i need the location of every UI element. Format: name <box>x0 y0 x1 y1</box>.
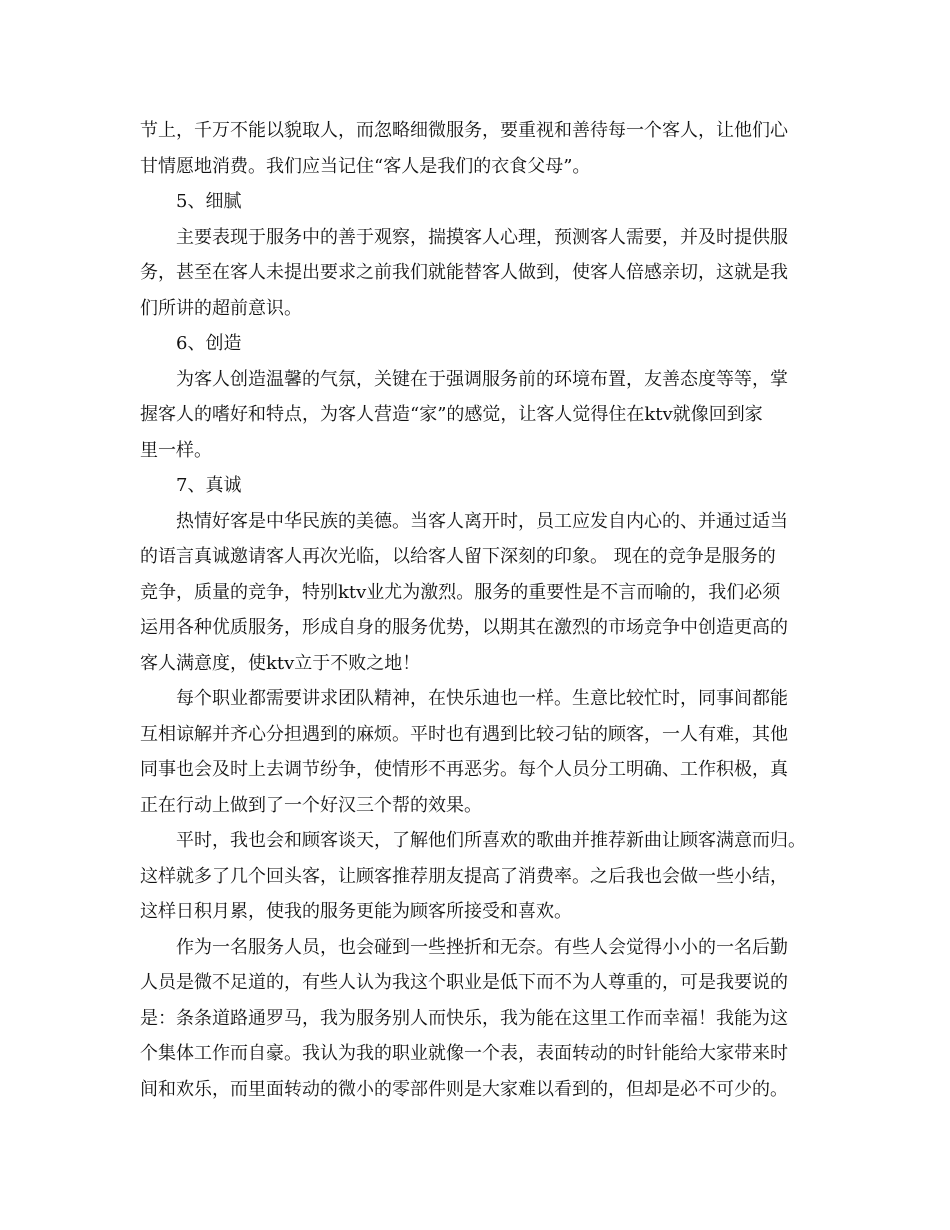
text-line: 5、细腻 <box>176 191 242 212</box>
text-line: 节上，千万不能以貌取人，而忽略细微服务，要重视和善待每一个客人，让他们心 <box>140 120 788 141</box>
text-line: 为客人创造温馨的气氛，关键在于强调服务前的环境布置，友善态度等等，掌 <box>176 368 788 390</box>
text-line: 运用各种优质服务，形成自身的服务优势，以期其在激烈的市场竞争中创造更高的 <box>140 617 788 638</box>
text-line: 这样日积月累，使我的服务更能为顾客所接受和喜欢。 <box>140 901 572 922</box>
text-line: 互相谅解并齐心分担遇到的麻烦。平时也有遇到比较刁钻的顾客，一人有难，其他 <box>140 723 788 745</box>
text-line: 客人满意度，使ktv立于不败之地！ <box>140 652 421 674</box>
text-line: 每个职业都需要讲求团队精神，在快乐迪也一样。生意比较忙时，同事间都能 <box>176 688 788 709</box>
text-line: 是：条条道路通罗马，我为服务别人而快乐，我为能在这里工作而幸福！我能为这 <box>140 1007 788 1029</box>
text-line: 们所讲的超前意识。 <box>140 297 302 319</box>
text-line: 平时，我也会和顾客谈天，了解他们所喜欢的歌曲并推荐新曲让顾客满意而归。 <box>176 830 806 851</box>
document-body <box>140 113 816 1107</box>
text-line: 竞争，质量的竞争，特别ktv业尤为激烈。服务的重要性是不言而喻的，我们必须 <box>140 581 781 603</box>
text-line: 7、真诚 <box>176 475 242 496</box>
text-line: 同事也会及时上去调节纷争，使情形不再恶劣。每个人员分工明确、工作积极，真 <box>140 759 788 780</box>
text-line: 这样就多了几个回头客，让顾客推荐朋友提高了消费率。之后我也会做一些小结， <box>140 865 788 887</box>
text-line: 握客人的嗜好和特点，为客人营造“家”的感觉，让客人觉得住在ktv就像回到家 <box>140 404 763 425</box>
text-line: 务，甚至在客人未提出要求之前我们就能替客人做到，使客人倍感亲切，这就是我 <box>140 262 788 283</box>
text-line: 个集体工作而自豪。我认为我的职业就像一个表，表面转动的时针能给大家带来时 <box>140 1043 788 1064</box>
text-line: 作为一名服务人员，也会碰到一些挫折和无奈。有些人会觉得小小的一名后勤 <box>176 936 788 958</box>
text-line: 间和欢乐，而里面转动的微小的零部件则是大家难以看到的，但却是必不可少的。 <box>140 1078 788 1100</box>
text-line: 的语言真诚邀请客人再次光临，以给客人留下深刻的印象。 现在的竞争是服务的 <box>140 546 776 567</box>
text-line: 6、创造 <box>176 333 242 354</box>
text-line: 人员是微不足道的，有些人认为我这个职业是低下而不为人尊重的，可是我要说的 <box>140 972 788 993</box>
text-line: 热情好客是中华民族的美德。当客人离开时，员工应发自内心的、并通过适当 <box>176 510 788 532</box>
text-line: 主要表现于服务中的善于观察，揣摸客人心理，预测客人需要，并及时提供服 <box>176 226 788 248</box>
text-line: 甘情愿地消费。我们应当记住“客人是我们的衣食父母”。 <box>140 155 591 177</box>
text-line: 里一样。 <box>140 439 212 461</box>
text-line: 正在行动上做到了一个好汉三个帮的效果。 <box>140 794 482 816</box>
